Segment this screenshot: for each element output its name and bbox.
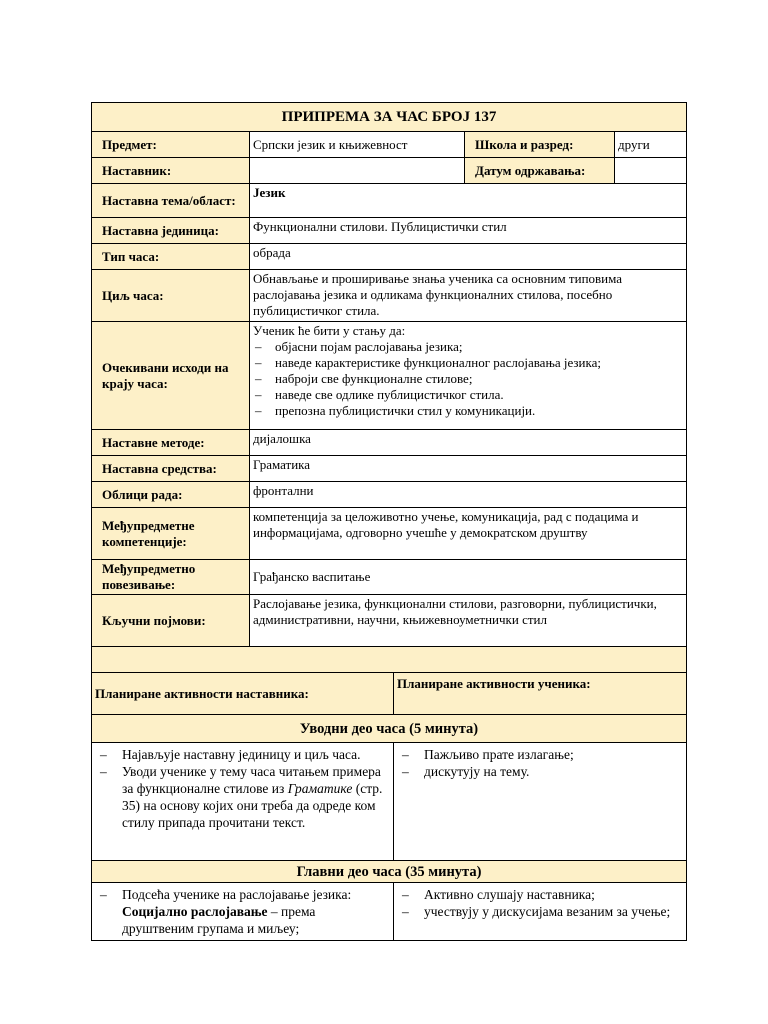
list-item xyxy=(96,886,389,937)
list-item: – Пажљиво прате излагање; xyxy=(398,746,682,763)
list-item: – објасни појам раслојавања језика; xyxy=(253,339,683,355)
subject-label: Предмет: xyxy=(92,132,250,158)
outcomes-intro: Ученик ће бити у стању да: xyxy=(253,323,406,338)
work-forms-label: Облици рада: xyxy=(92,482,250,508)
main-teacher-activities xyxy=(92,883,394,941)
topic-value: Језик xyxy=(250,184,687,218)
intro-student-activities xyxy=(394,743,687,861)
text-span: Подсећа ученике на раслојавање језика: xyxy=(122,887,352,902)
main-section-title: Главни део часа (35 минута) xyxy=(92,861,687,883)
methods-label: Наставне методе: xyxy=(92,430,250,456)
competencies-value: компетенција за целоживотно учење, комуникација, рад с подацима и информацијама, одговорно учешће у демократском друштву xyxy=(250,508,687,560)
school-value: други xyxy=(615,132,687,158)
list-item: – наведе карактеристике функционалног раслојавања језика; xyxy=(253,355,683,371)
spacer-row xyxy=(92,647,687,673)
term-bold: Социјално раслојавање xyxy=(122,904,268,919)
goal-value: Обнављање и проширивање знања ученика са основним типовима раслојавања језика и одликама функционалних стилова, посебно публицистичког стила. xyxy=(250,270,687,322)
school-label: Школа и разред: xyxy=(465,132,615,158)
teacher-activities-header: Планиране активности наставника: xyxy=(92,673,394,715)
outcomes-label: Очекивани исходи на крају часа: xyxy=(92,322,250,430)
page-title: ПРИПРЕМА ЗА ЧАС БРОЈ 137 xyxy=(92,103,687,132)
goal-label: Циљ часа: xyxy=(92,270,250,322)
date-value xyxy=(615,158,687,184)
lesson-type-label: Тип часа: xyxy=(92,244,250,270)
teacher-value xyxy=(250,158,465,184)
activities-table xyxy=(91,672,687,941)
text-span: Уводи ученике у тему часа читањем примера за функционалне стилове из xyxy=(122,764,381,796)
list-item: – наведе све одлике публицистичког стила. xyxy=(253,387,683,403)
text-span: – према друштвеним групама и миљеу; xyxy=(122,904,316,936)
correlation-label: Међупредметно повезивање: xyxy=(92,560,250,595)
subject-value: Српски језик и књижевност xyxy=(250,132,465,158)
list-item: – Најављује наставну јединицу и циљ часа. xyxy=(96,746,389,763)
work-forms-value: фронтални xyxy=(250,482,687,508)
text-span: (стр. 35) на основу којих они треба да одреде ком стилу припада прочитани текст. xyxy=(122,781,383,830)
student-activities-header: Планиране активности ученика: xyxy=(394,673,687,715)
intro-section-title: Уводни део часа (5 минута) xyxy=(92,715,687,743)
lesson-plan-document xyxy=(91,102,686,941)
topic-label: Наставна тема/област: xyxy=(92,184,250,218)
list-item: – препозна публицистички стил у комуникацији. xyxy=(253,403,683,419)
correlation-value: Грађанско васпитање xyxy=(250,560,687,595)
unit-label: Наставна јединица: xyxy=(92,218,250,244)
outcomes-list xyxy=(253,339,683,419)
outcomes-value xyxy=(250,322,687,430)
list-item: – наброји све функционалне стилове; xyxy=(253,371,683,387)
list-item: – учествују у дискусијама везаним за учење; xyxy=(398,903,682,920)
list-item xyxy=(96,763,389,831)
lesson-plan-table xyxy=(91,102,687,673)
resources-value: Граматика xyxy=(250,456,687,482)
resources-label: Наставна средства: xyxy=(92,456,250,482)
competencies-label: Међупредметне компетенције: xyxy=(92,508,250,560)
key-terms-value: Раслојавање језика, функционални стилови, разговорни, публицистички, административни, научни, књижевноуметнички стил xyxy=(250,595,687,647)
teacher-label: Наставник: xyxy=(92,158,250,184)
list-item: – дискутују на тему. xyxy=(398,763,682,780)
key-terms-label: Кључни појмови: xyxy=(92,595,250,647)
main-student-activities xyxy=(394,883,687,941)
lesson-type-value: обрада xyxy=(250,244,687,270)
intro-teacher-activities xyxy=(92,743,394,861)
date-label: Датум одржавања: xyxy=(465,158,615,184)
list-item: – Активно слушају наставника; xyxy=(398,886,682,903)
book-title: Граматике xyxy=(287,781,353,796)
methods-value: дијалошка xyxy=(250,430,687,456)
unit-value: Функционални стилови. Публицистички стил xyxy=(250,218,687,244)
